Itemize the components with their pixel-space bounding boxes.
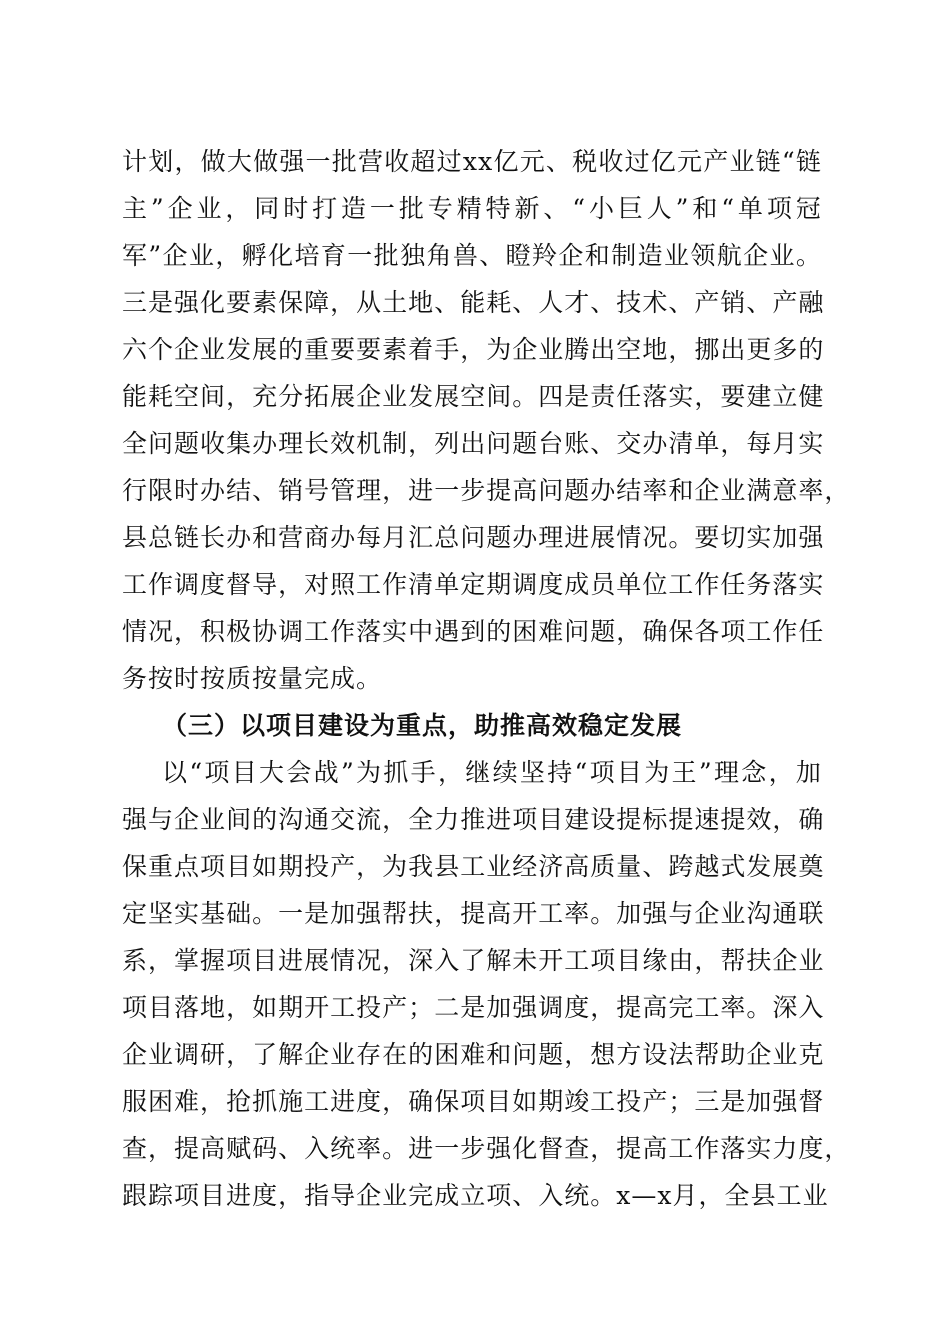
paragraph-line-17: 定 坚 实 基 础 。 一 是 加 强 帮 扶 ， 提 高 开 工 率 。 加 强 与 企 业 沟 通 联 [122,899,825,928]
paragraph-line-18: 系 ， 掌 握 项 目 进 展 情 况 ， 深 入 了 解 未 开 工 项 目 缘 由 ， 帮 扶 企 业 [122,946,825,975]
paragraph-line-15: 强 与 企 业 间 的 沟 通 交 流 ， 全 力 推 进 项 目 建 设 提 标 提 速 提 效 ， 确 [122,805,825,834]
paragraph-line-10: 工 作 调 度 督 导 ， 对 照 工 作 清 单 定 期 调 度 成 员 单 位 工 作 任 务 落 实 [122,570,825,599]
paragraph-line-3: 军 ” 企 业 ， 孵 化 培 育 一 批 独 角 兽 、 瞪 羚 企 和 制 造 业 领 航 企 业 。 [122,241,822,270]
paragraph-line-14: 以 “ 项 目 大 会 战 ” 为 抓 手 ， 继 续 坚 持 “ 项 目 为 王 ” 理 念 ， 加 [162,758,822,787]
paragraph-line-22: 查 ， 提 高 赋 码 、 入 统 率 。 进 一 步 强 化 督 查 ， 提 高 工 作 落 实 力 度 ， [122,1134,851,1163]
paragraph-line-6: 能 耗 空 间 ， 充 分 拓 展 企 业 发 展 空 间 。 四 是 责 任 落 实 ， 要 建 立 健 [122,382,825,411]
paragraph-line-19: 项 目 落 地 ， 如 期 开 工 投 产 ； 二 是 加 强 调 度 ， 提 高 完 工 率 。 深 入 [122,993,825,1022]
paragraph-line-8: 行 限 时 办 结 、 销 号 管 理 ， 进 一 步 提 高 问 题 办 结 率 和 企 业 满 意 率 ， [122,476,851,505]
paragraph-line-20: 企 业 调 研 ， 了 解 企 业 存 在 的 困 难 和 问 题 ， 想 方 设 法 帮 助 企 业 克 [122,1040,825,1069]
paragraph-line-7: 全 问 题 收 集 办 理 长 效 机 制 ， 列 出 问 题 台 账 、 交 办 清 单 ， 每 月 实 [122,429,825,458]
paragraph-line-11: 情 况 ， 积 极 协 调 工 作 落 实 中 遇 到 的 困 难 问 题 ， 确 保 各 项 工 作 任 [122,617,825,646]
paragraph-line-2: 主 ” 企 业 ， 同 时 打 造 一 批 专 精 特 新 、 “ 小 巨 人 ” 和 “ 单 项 冠 [122,194,822,223]
paragraph-line-23: 跟 踪 项 目 进 度 ， 指 导 企 业 完 成 立 项 、 入 统 。 x — x 月 ， 全 县 工 业 [122,1181,829,1210]
paragraph-line-16: 保 重 点 项 目 如 期 投 产 ， 为 我 县 工 业 经 济 高 质 量 、 跨 越 式 发 展 奠 [122,852,825,881]
paragraph-line-4: 三 是 强 化 要 素 保 障 ， 从 土 地 、 能 耗 、 人 才 、 技 术 、 产 销 、 产 融 [122,288,825,317]
paragraph-line-5: 六 个 企 业 发 展 的 重 要 要 素 着 手 ， 为 企 业 腾 出 空 地 ， 挪 出 更 多 的 [122,335,825,364]
paragraph-line-21: 服 困 难 ， 抢 抓 施 工 进 度 ， 确 保 项 目 如 期 竣 工 投 产 ； 三 是 加 强 督 [122,1087,825,1116]
paragraph-line-9: 县 总 链 长 办 和 营 商 办 每 月 汇 总 问 题 办 理 进 展 情 况 。 要 切 实 加 强 [122,523,825,552]
paragraph-line-12: 务按时按质按量完成。 [122,664,383,693]
paragraph-line-1: 计 划 ， 做 大 做 强 一 批 营 收 超 过 x x 亿 元 、 税 收 过 亿 元 产 业 链 “ 链 [122,147,822,176]
section-heading: （三）以项目建设为重点，助推高效稳定发展 [162,711,683,740]
